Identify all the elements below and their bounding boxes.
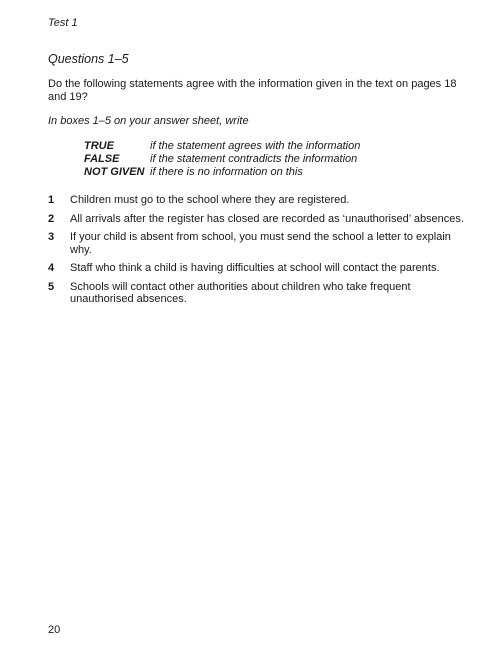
- question-item: [48, 213, 468, 226]
- question-text: All arrivals after the register has closed are recorded as ‘unauthorised’ absences.: [70, 212, 464, 225]
- question-text: If your child is absent from school, you must send the school a letter to explain why.: [70, 231, 451, 256]
- legend-meaning: if the statement contradicts the information: [150, 153, 358, 165]
- legend-term: FALSE: [84, 153, 120, 165]
- question-number: 2: [48, 212, 55, 225]
- question-text: Schools will contact other authorities about children who take frequent unauthorised absences.: [70, 280, 411, 305]
- question-number: 3: [48, 231, 55, 243]
- question-list: [48, 194, 468, 312]
- question-item: [48, 262, 468, 275]
- legend-term: NOT GIVEN: [84, 166, 145, 178]
- question-number: 4: [48, 262, 55, 274]
- question-item: [48, 231, 468, 256]
- page-number: 20: [48, 624, 61, 636]
- legend-meaning: if there is no information on this: [150, 166, 303, 178]
- answer-instruction: In boxes 1–5 on your answer sheet, write: [48, 115, 249, 127]
- question-text: Children must go to the school where they are registered.: [70, 194, 350, 206]
- legend-row-not-given: [84, 166, 360, 179]
- question-number: 1: [48, 194, 55, 206]
- section-heading: Questions 1–5: [48, 52, 129, 66]
- running-header: Test 1: [48, 17, 78, 29]
- question-item: [48, 194, 468, 207]
- question-item: [48, 281, 468, 306]
- answer-legend: [84, 140, 360, 179]
- question-number: 5: [48, 280, 55, 293]
- legend-row-false: [84, 153, 360, 166]
- legend-meaning: if the statement agrees with the information: [150, 140, 361, 152]
- instruction-text: Do the following statements agree with the information given in the text on pages 18 and 19?: [48, 78, 457, 103]
- legend-term: TRUE: [84, 140, 114, 152]
- question-text: Staff who think a child is having difficulties at school will contact the parents.: [70, 262, 440, 274]
- legend-row-true: [84, 140, 360, 153]
